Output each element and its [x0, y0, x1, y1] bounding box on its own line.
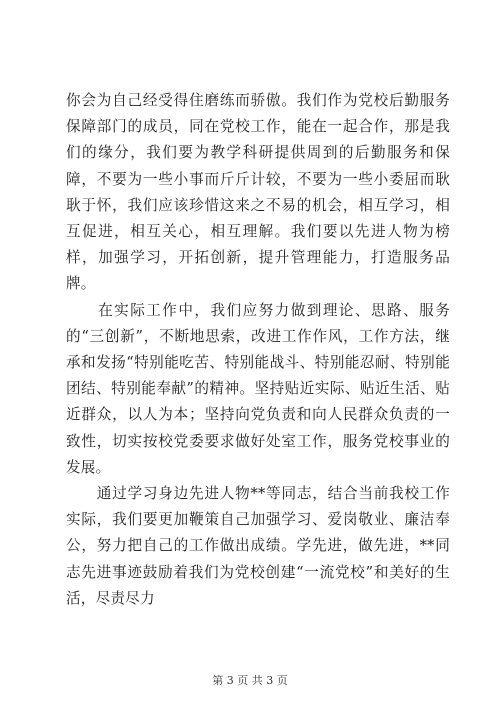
paragraph-2: 在实际工作中，我们应努力做到理论、思路、服务的“三创新”，不断地思索，改进工作作风，工作方法，继承和发扬“特别能吃苦、特别能战斗、特别能忍耐、特别能团结、特别能奉献”的精神。坚持贴近实际、贴近生活、贴近群众，以人为本；坚持向党负责和向人民群众负责的一致性，切实按校党委要求做好处室工作，服务党校事业的发展。: [66, 301, 450, 476]
paragraph-3: 通过学习身边先进人物**等同志，结合当前我校工作实际，我们要更加鞭策自己加强学习、爱岗敬业、廉洁奉公，努力把自己的工作做出成绩。学先进，做先进，**同志先进事迹鼓励着我们为党校创建“一流党校”和美好的生活，尽责尽力: [66, 485, 450, 607]
document-body: [66, 88, 450, 612]
page-footer: 第 3 页 共 3 页: [212, 674, 288, 687]
paragraph-1: 你会为自己经受得住磨练而骄傲。我们作为党校后勤服务保障部门的成员，同在党校工作，能在一起合作，那是我们的缘分，我们要为教学科研提供周到的后勤服务和保障，不要为一些小事而斤斤计较，不要为一些小委屈而耿耿于怀，我们应该珍惜这来之不易的机会，相互学习，相互促进，相互关心，相互理解。我们要以先进人物为榜样，加强学习，开拓创新，提升管理能力，打造服务品牌。: [66, 92, 450, 293]
